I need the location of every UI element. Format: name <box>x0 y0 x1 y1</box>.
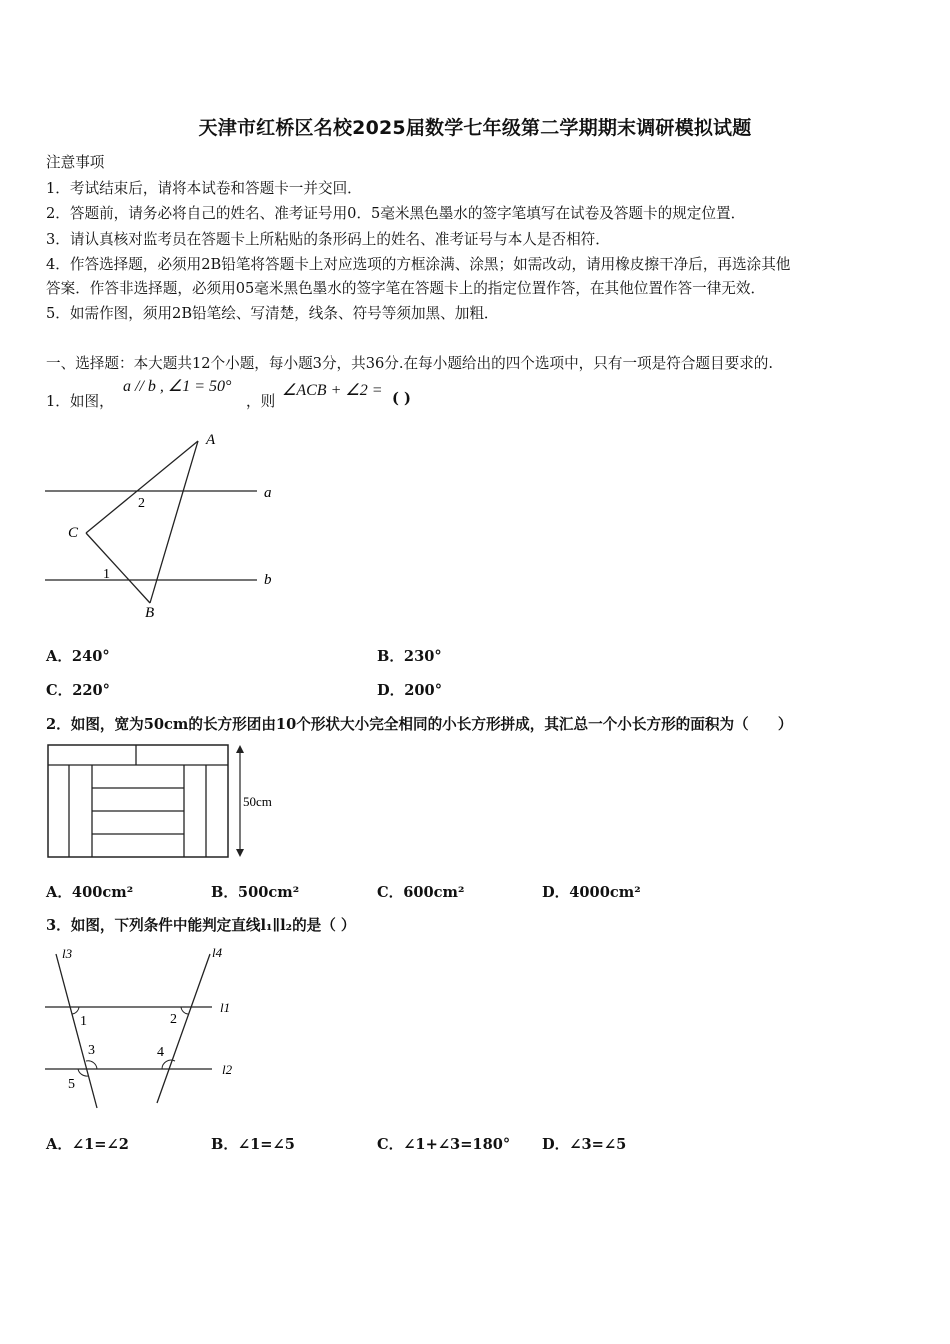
q1-figure <box>40 425 290 625</box>
q2-option-b[interactable]: B．500cm² <box>211 884 300 901</box>
q1-option-a[interactable]: A．240° <box>46 648 110 665</box>
label-angle-1: 1 <box>80 1014 87 1029</box>
line-l4 <box>157 954 210 1103</box>
notice-item: 2．答题前，请务必将自己的姓名、准考证号用0．5毫米黑色墨水的签字笔填写在试卷及答题卡的规定位置． <box>46 205 746 222</box>
section-heading: 一、选择题：本大题共12个小题，每小题3分，共36分.在每小题给出的四个选项中，只有一项是符合题目要求的. <box>46 355 774 372</box>
q2-option-d[interactable]: D．4000cm² <box>542 884 641 901</box>
q1-answer-bracket: ( ) <box>392 390 411 407</box>
segment-ac <box>86 441 198 533</box>
label-angle-2: 2 <box>138 496 145 511</box>
q1-middle: ，则 <box>246 393 276 410</box>
segment-cb <box>86 533 150 603</box>
label-l3: l3 <box>62 946 73 961</box>
line-l3 <box>56 954 97 1108</box>
notice-item: 答案．作答非选择题，必须用05毫米黑色墨水的签字笔在答题卡上的指定位置作答，在其他位置作答一律无效． <box>46 280 766 297</box>
notice-heading: 注意事项 <box>46 154 105 171</box>
label-angle-2: 2 <box>170 1012 177 1027</box>
dimension-label: 50cm <box>243 794 272 809</box>
label-angle-1: 1 <box>103 567 110 582</box>
q2-stem: 2．如图，宽为50cm的长方形团由10个形状大小完全相同的小长方形拼成，其汇总一个小长方形的面积为（ ） <box>46 716 793 733</box>
label-angle-5: 5 <box>68 1077 75 1092</box>
segment-ab <box>150 441 198 603</box>
q3-option-b[interactable]: B．∠1=∠5 <box>211 1136 295 1153</box>
q1-option-b[interactable]: B．230° <box>377 648 442 665</box>
label-a-point: A <box>206 432 216 448</box>
q3-stem: 3．如图，下列条件中能判定直线l₁∥l₂的是（ ） <box>46 917 356 934</box>
q1-option-c[interactable]: C．220° <box>46 682 110 699</box>
label-angle-3: 3 <box>88 1043 95 1058</box>
page-title: 天津市红桥区名校2025届数学七年级第二学期期末调研模拟试题 <box>198 117 752 139</box>
q1-formula-sum: ∠ACB + ∠2 = <box>282 382 383 399</box>
q1-formula-parallel: a // b , ∠1 = 50° <box>123 378 232 395</box>
q2-option-a[interactable]: A．400cm² <box>46 884 134 901</box>
q3-figure <box>40 940 250 1115</box>
q3-option-d[interactable]: D．∠3=∠5 <box>542 1136 627 1153</box>
label-b-point: B <box>145 605 155 621</box>
q1-prefix: 1．如图， <box>46 393 114 410</box>
q3-option-c[interactable]: C．∠1+∠3=180° <box>377 1136 511 1153</box>
label-line-b: b <box>264 572 272 588</box>
label-l1: l1 <box>220 1000 231 1015</box>
q3-option-a[interactable]: A．∠1=∠2 <box>46 1136 129 1153</box>
q1-option-d[interactable]: D．200° <box>377 682 443 699</box>
label-angle-4: 4 <box>157 1045 164 1060</box>
notice-item: 4．作答选择题，必须用2B铅笔将答题卡上对应选项的方框涂满、涂黑；如需改动，请用橡皮擦干净后，再选涂其他 <box>46 256 791 273</box>
label-c-point: C <box>68 525 79 541</box>
outer-rectangle <box>48 745 228 857</box>
notice-item: 1．考试结束后，请将本试卷和答题卡一并交回． <box>46 180 362 197</box>
label-l4: l4 <box>212 945 223 960</box>
q2-figure <box>44 741 294 863</box>
notice-item: 5．如需作图，须用2B铅笔绘、写清楚，线条、符号等须加黑、加粗． <box>46 305 499 322</box>
q2-option-c[interactable]: C．600cm² <box>377 884 465 901</box>
notice-item: 3．请认真核对监考员在答题卡上所粘贴的条形码上的姓名、准考证号与本人是否相符． <box>46 231 610 248</box>
label-l2: l2 <box>222 1062 233 1077</box>
label-line-a: a <box>264 485 272 501</box>
